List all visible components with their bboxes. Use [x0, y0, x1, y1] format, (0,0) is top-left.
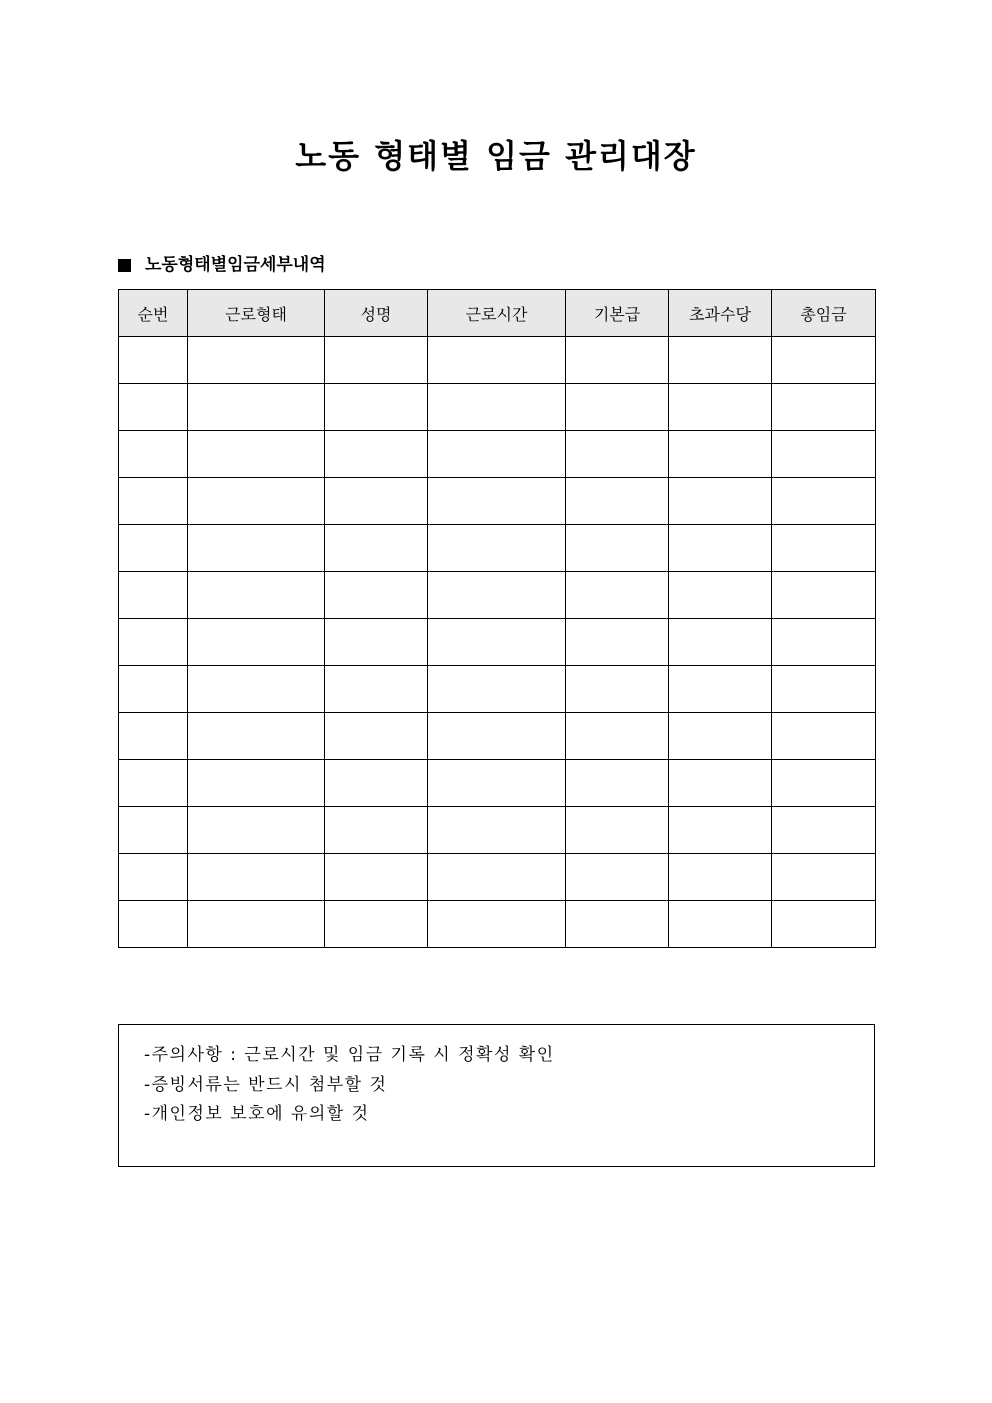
table-cell[interactable]: [188, 713, 325, 760]
table-row: [119, 337, 876, 384]
table-cell[interactable]: [428, 901, 566, 948]
notes-box: [118, 1024, 875, 1167]
table-cell[interactable]: [188, 619, 325, 666]
table-row: [119, 901, 876, 948]
table-cell[interactable]: [566, 807, 669, 854]
table-cell[interactable]: [669, 572, 772, 619]
table-cell[interactable]: [772, 760, 876, 807]
table-cell[interactable]: [325, 619, 428, 666]
table-cell[interactable]: [772, 619, 876, 666]
table-cell[interactable]: [772, 854, 876, 901]
table-cell[interactable]: [566, 337, 669, 384]
table-cell[interactable]: [325, 713, 428, 760]
table-cell[interactable]: [669, 666, 772, 713]
table-cell[interactable]: [772, 572, 876, 619]
table-cell[interactable]: [119, 713, 188, 760]
table-cell[interactable]: [566, 478, 669, 525]
table-row: [119, 384, 876, 431]
table-row: [119, 525, 876, 572]
table-cell[interactable]: [188, 478, 325, 525]
table-cell[interactable]: [119, 431, 188, 478]
table-cell[interactable]: [428, 619, 566, 666]
table-cell[interactable]: [428, 713, 566, 760]
table-cell[interactable]: [325, 901, 428, 948]
table-cell[interactable]: [188, 525, 325, 572]
table-row: [119, 619, 876, 666]
table-cell[interactable]: [188, 384, 325, 431]
table-cell[interactable]: [428, 384, 566, 431]
table-body: [119, 337, 876, 948]
table-cell[interactable]: [772, 337, 876, 384]
table-cell[interactable]: [428, 807, 566, 854]
table-cell[interactable]: [772, 901, 876, 948]
header-work-hours: 근로시간: [428, 290, 566, 337]
table-cell[interactable]: [669, 713, 772, 760]
wage-table: [118, 289, 876, 948]
table-cell[interactable]: [188, 337, 325, 384]
table-cell[interactable]: [428, 337, 566, 384]
table-cell[interactable]: [188, 807, 325, 854]
table-cell[interactable]: [188, 760, 325, 807]
table-cell[interactable]: [669, 478, 772, 525]
table-cell[interactable]: [669, 760, 772, 807]
table-cell[interactable]: [772, 713, 876, 760]
section-heading: [118, 252, 326, 278]
table-cell[interactable]: [669, 337, 772, 384]
table-cell[interactable]: [566, 901, 669, 948]
table-cell[interactable]: [325, 431, 428, 478]
table-cell[interactable]: [325, 478, 428, 525]
table-row: [119, 854, 876, 901]
table-cell[interactable]: [566, 854, 669, 901]
table-cell[interactable]: [119, 337, 188, 384]
table-cell[interactable]: [428, 666, 566, 713]
table-cell[interactable]: [119, 572, 188, 619]
header-total-wage: 총임금: [772, 290, 876, 337]
notes-list: [119, 1025, 874, 1130]
table-cell[interactable]: [325, 572, 428, 619]
note-item: -개인정보 보호에 유의할 것: [144, 1104, 370, 1124]
table-cell[interactable]: [669, 807, 772, 854]
table-cell[interactable]: [188, 854, 325, 901]
table-cell[interactable]: [119, 384, 188, 431]
table-row: [119, 713, 876, 760]
table-cell[interactable]: [119, 807, 188, 854]
page-title: 노동 형태별 임금 관리대장: [295, 137, 697, 175]
table-cell[interactable]: [566, 760, 669, 807]
table-cell[interactable]: [566, 431, 669, 478]
table-cell[interactable]: [325, 854, 428, 901]
table-cell[interactable]: [772, 384, 876, 431]
table-cell[interactable]: [669, 384, 772, 431]
table-cell[interactable]: [428, 431, 566, 478]
header-name: 성명: [325, 290, 428, 337]
table-cell[interactable]: [772, 431, 876, 478]
note-item: -주의사항 : 근로시간 및 임금 기록 시 정확성 확인: [144, 1045, 555, 1065]
table-cell[interactable]: [325, 807, 428, 854]
table-cell[interactable]: [188, 572, 325, 619]
table-row: [119, 760, 876, 807]
note-item: -증빙서류는 반드시 첨부할 것: [144, 1074, 388, 1095]
table-cell[interactable]: [325, 666, 428, 713]
table-row: [119, 572, 876, 619]
table-cell[interactable]: [566, 666, 669, 713]
table-cell[interactable]: [119, 525, 188, 572]
table-cell[interactable]: [566, 713, 669, 760]
table-row: [119, 478, 876, 525]
table-cell[interactable]: [325, 384, 428, 431]
table-cell[interactable]: [566, 384, 669, 431]
black-square-icon: [118, 259, 131, 272]
table-cell[interactable]: [772, 525, 876, 572]
table-cell[interactable]: [119, 901, 188, 948]
table-cell[interactable]: [119, 478, 188, 525]
table-cell[interactable]: [566, 572, 669, 619]
table-header-row: [119, 290, 876, 337]
table-cell[interactable]: [772, 478, 876, 525]
table-row: [119, 666, 876, 713]
table-cell[interactable]: [566, 525, 669, 572]
table-cell[interactable]: [772, 807, 876, 854]
table-cell[interactable]: [428, 572, 566, 619]
table-cell[interactable]: [566, 619, 669, 666]
table-cell[interactable]: [669, 431, 772, 478]
table-cell[interactable]: [669, 854, 772, 901]
table-cell[interactable]: [325, 760, 428, 807]
table-cell[interactable]: [428, 525, 566, 572]
table-cell[interactable]: [325, 525, 428, 572]
table-cell[interactable]: [428, 854, 566, 901]
table-cell[interactable]: [669, 525, 772, 572]
table-cell[interactable]: [119, 854, 188, 901]
section-heading-label: 노동형태별임금세부내역: [145, 255, 326, 275]
table-cell[interactable]: [669, 901, 772, 948]
table-cell[interactable]: [772, 666, 876, 713]
table-cell[interactable]: [119, 619, 188, 666]
table-cell[interactable]: [188, 901, 325, 948]
table-cell[interactable]: [188, 666, 325, 713]
header-seq: 순번: [119, 290, 188, 337]
table-row: [119, 807, 876, 854]
header-work-type: 근로형태: [188, 290, 325, 337]
table-row: [119, 431, 876, 478]
table-cell[interactable]: [428, 478, 566, 525]
table-cell[interactable]: [119, 760, 188, 807]
table-cell[interactable]: [188, 431, 325, 478]
header-base-pay: 기본급: [566, 290, 669, 337]
table-cell[interactable]: [119, 666, 188, 713]
table-cell[interactable]: [669, 619, 772, 666]
header-overtime-pay: 초과수당: [669, 290, 772, 337]
table-cell[interactable]: [428, 760, 566, 807]
table-cell[interactable]: [325, 337, 428, 384]
